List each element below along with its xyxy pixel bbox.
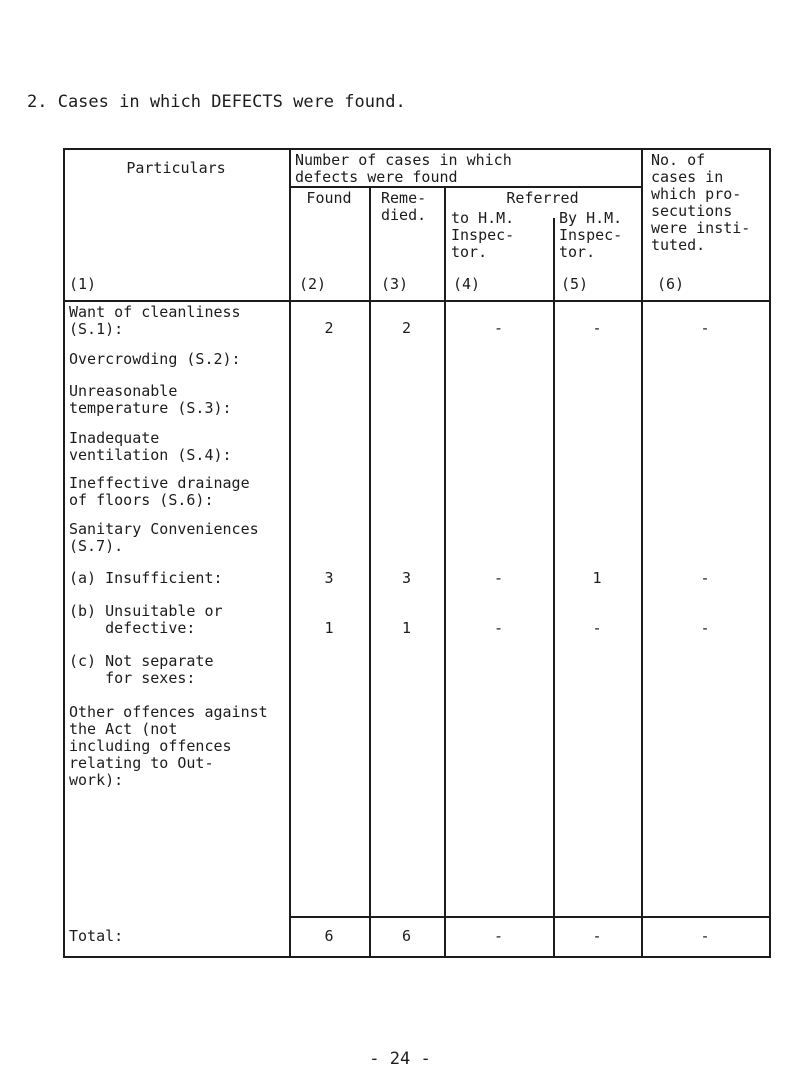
cell-total-by-hm: -: [592, 927, 602, 945]
header-prosecutions: No. of cases in which pro- secutions were insti- tuted.: [651, 151, 751, 254]
section-heading: 2. Cases in which DEFECTS were found.: [27, 92, 406, 112]
defects-table: [63, 148, 771, 958]
cell-to-hm: -: [493, 569, 504, 587]
cell-prosecutions: -: [700, 319, 710, 337]
row-label-drainage: Ineffective drainage of floors (S.6):: [69, 474, 250, 509]
row-label-unsuitable: (b) Unsuitable or defective:: [69, 602, 223, 637]
row-label-temperature: Unreasonable temperature (S.3):: [69, 382, 232, 417]
table-rule: [63, 148, 65, 958]
header-col-number: (3): [381, 275, 409, 293]
cell-prosecutions: -: [700, 619, 710, 637]
cell-total-found: 6: [324, 927, 334, 945]
cell-by-hm: -: [592, 319, 602, 337]
header-col-number: (1): [69, 275, 97, 293]
cell-remedied: 1: [401, 619, 412, 637]
cell-by-hm: 1: [592, 569, 602, 587]
row-label-insufficient: (a) Insufficient:: [69, 569, 223, 587]
cell-prosecutions: -: [700, 569, 710, 587]
table-rule: [289, 148, 291, 958]
page-number: - 24 -: [369, 1049, 431, 1069]
row-label-cleanliness: Want of cleanliness (S.1):: [69, 303, 241, 338]
header-to-hm-inspector: to H.M. Inspec- tor.: [451, 209, 515, 261]
table-rule: [63, 956, 771, 958]
table-rule: [289, 186, 641, 188]
table-rule: [769, 148, 771, 958]
header-col-number: (4): [453, 275, 481, 293]
table-rule: [289, 916, 771, 918]
header-found: Found: [306, 189, 352, 207]
cell-found: 2: [324, 319, 334, 337]
cell-remedied: 2: [401, 319, 412, 337]
row-label-sanitary: Sanitary Conveniences (S.7).: [69, 520, 259, 555]
table-rule: [641, 148, 643, 958]
row-label-not-separate: (c) Not separate for sexes:: [69, 652, 214, 687]
cell-remedied: 3: [401, 569, 412, 587]
header-remedied: Reme- died.: [381, 189, 427, 224]
header-col-number: (5): [561, 275, 589, 293]
cell-to-hm: -: [493, 319, 504, 337]
header-col-number: (2): [299, 275, 327, 293]
row-label-ventilation: Inadequate ventilation (S.4):: [69, 429, 232, 464]
row-label-other-offences: Other offences against the Act (not including offences relating to Out- work):: [69, 703, 268, 789]
row-label-overcrowding: Overcrowding (S.2):: [69, 350, 241, 368]
header-by-hm-inspector: By H.M. Inspec- tor.: [559, 209, 623, 261]
header-number-of-cases: Number of cases in which defects were found: [295, 151, 512, 186]
header-particulars: Particulars: [126, 159, 226, 177]
table-rule: [63, 300, 771, 302]
cell-found: 1: [324, 619, 334, 637]
cell-total-to-hm: -: [493, 927, 504, 945]
table-rule: [63, 148, 771, 150]
cell-total-remedied: 6: [401, 927, 412, 945]
header-referred: Referred: [506, 189, 579, 207]
row-label-total: Total:: [69, 927, 124, 945]
cell-found: 3: [324, 569, 334, 587]
cell-total-prosecutions: -: [700, 927, 710, 945]
header-col-number: (6): [657, 275, 685, 293]
cell-by-hm: -: [592, 619, 602, 637]
cell-to-hm: -: [493, 619, 504, 637]
